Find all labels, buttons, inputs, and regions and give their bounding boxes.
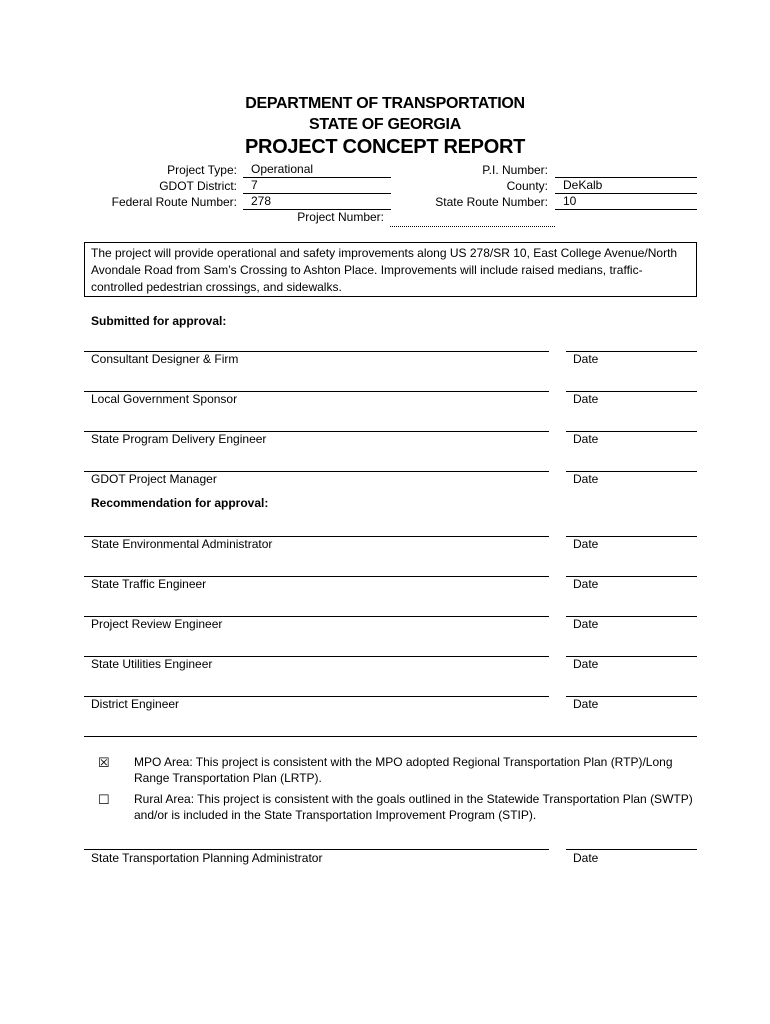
federal-route-label: Federal Route Number:: [111, 195, 237, 209]
signer-label: GDOT Project Manager: [91, 472, 217, 486]
date-label: Date: [573, 537, 599, 551]
project-number-label: Project Number:: [297, 210, 384, 224]
county-field[interactable]: DeKalb: [555, 178, 697, 194]
gdot-district-field[interactable]: 7: [243, 178, 391, 194]
date-label: Date: [573, 617, 599, 631]
header-department: DEPARTMENT OF TRANSPORTATION: [245, 95, 525, 112]
date-label: Date: [573, 577, 599, 591]
date-line[interactable]: [566, 849, 697, 850]
signer-label: Local Government Sponsor: [91, 392, 238, 406]
county-label: County:: [506, 179, 548, 193]
header-state: STATE OF GEORGIA: [309, 116, 461, 133]
signer-label: State Program Delivery Engineer: [91, 432, 267, 446]
project-type-label: Project Type:: [167, 163, 237, 177]
date-label: Date: [573, 432, 599, 446]
gdot-district-label: GDOT District:: [159, 179, 237, 193]
recommendation-heading: Recommendation for approval:: [91, 496, 269, 510]
signer-label: State Environmental Administrator: [91, 537, 273, 551]
mpo-text: MPO Area: This project is consistent with the MPO adopted Regional Transportation Plan (RTP)/Long Range Transportation Plan (LRTP).: [134, 755, 673, 785]
date-label: Date: [573, 392, 599, 406]
signer-label: State Utilities Engineer: [91, 657, 213, 671]
rural-text: Rural Area: This project is consistent with the goals outlined in the Statewide Transportation Plan (SWTP) and/or is included in the State Transportation Improvement Program (STIP).: [134, 792, 693, 822]
signature-line[interactable]: [84, 849, 549, 850]
date-label: Date: [573, 472, 599, 486]
signer-label: State Transportation Planning Administrator: [91, 851, 323, 865]
pi-number-label: P.I. Number:: [482, 163, 548, 177]
date-label: Date: [573, 352, 599, 366]
rural-checkbox[interactable]: ☐: [98, 792, 110, 807]
signer-label: Consultant Designer & Firm: [91, 352, 239, 366]
signer-label: District Engineer: [91, 697, 180, 711]
project-number-field[interactable]: [390, 211, 555, 227]
pi-number-field[interactable]: [555, 162, 697, 178]
federal-route-field[interactable]: 278: [243, 194, 391, 210]
page-title: PROJECT CONCEPT REPORT: [244, 136, 526, 158]
divider: [84, 736, 697, 737]
submitted-heading: Submitted for approval:: [91, 314, 227, 328]
signer-label: State Traffic Engineer: [91, 577, 207, 591]
project-description: The project will provide operational and safety improvements along US 278/SR 10, East College Avenue/North Avondale Road from Sam’s Crossing to Ashton Place. Improvements will include raised medians, traffic-controlled pedestrian crossings, and sidewalks.: [84, 242, 697, 297]
state-route-field[interactable]: 10: [555, 194, 697, 210]
project-type-field[interactable]: Operational: [243, 162, 391, 178]
signer-label: Project Review Engineer: [91, 617, 223, 631]
mpo-checkbox[interactable]: ☒: [98, 755, 110, 770]
date-label: Date: [573, 657, 599, 671]
date-label: Date: [573, 697, 599, 711]
state-route-label: State Route Number:: [435, 195, 548, 209]
date-label: Date: [573, 851, 599, 865]
